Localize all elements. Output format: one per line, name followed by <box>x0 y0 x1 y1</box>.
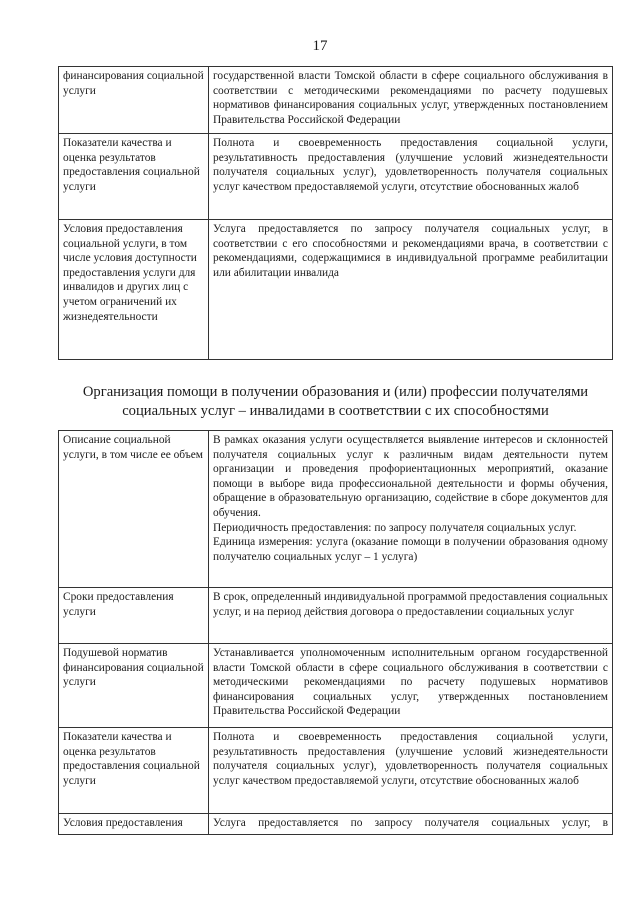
row-value <box>209 728 613 814</box>
row-paragraph: Полнота и своевременность предоставления социальной услуги, результативность предоставления (улучшение условий жизнедеятельности получателя социальных услуг), удовлетворенность получателя социальных услуг качеством предоставляемой услуги, отсутствие обоснованных жалоб <box>213 137 608 193</box>
row-label: Показатели качества и оценка результатов предоставления социальной услуги <box>59 134 209 220</box>
row-paragraph: В рамках оказания услуги осуществляется выявление интересов и склонностей получателя социальных услуг к различным видам деятельности путем организации и проведения профориентационных мероприятий, оказание помощи в выборе вида профессиональной деятельности и формы обучения, обращение в образовательную организацию, содействие в сборе документов для обучения. <box>213 434 608 519</box>
row-value <box>209 431 613 588</box>
row-value <box>209 134 613 220</box>
table-row <box>59 431 613 588</box>
table-row <box>59 588 613 644</box>
table-row <box>59 814 613 835</box>
table-row <box>59 644 613 728</box>
row-label: финансирования социальной услуги <box>59 67 209 134</box>
table-row <box>59 67 613 134</box>
row-value <box>209 220 613 360</box>
row-paragraph: Услуга предоставляется по запросу получателя социальных услуг, в соответствии с его способностями и рекомендациями врача, в соответствии с рекомендациями, содержащимися в индивидуальной программе реабилитации или абилитации инвалида <box>213 223 608 279</box>
row-label: Сроки предоставления услуги <box>59 588 209 644</box>
service-table <box>58 430 613 835</box>
row-label: Условия предоставления <box>59 814 209 835</box>
table-row <box>59 134 613 220</box>
row-label: Условия предоставления социальной услуги, в том числе условия доступности предоставления услуги для инвалидов и других лиц с учетом ограничений их жизнедеятельности <box>59 220 209 360</box>
section-heading <box>58 383 613 420</box>
row-paragraph: Полнота и своевременность предоставления социальной услуги, результативность предоставления (улучшение условий жизнедеятельности получателя социальных услуг), удовлетворенность получателя социальных услуг качеством предоставляемой услуги, отсутствие обоснованных жалоб <box>213 731 608 787</box>
service-table-continued <box>58 66 613 360</box>
row-value <box>209 814 613 835</box>
section-heading-line-1: Организация помощи в получении образования и (или) профессии получателями <box>82 384 589 400</box>
table-row <box>59 728 613 814</box>
page-number: 17 <box>312 38 328 54</box>
row-paragraph: Периодичность предоставления: по запросу получателя социальных услуг. <box>213 521 577 534</box>
table-row <box>59 220 613 360</box>
row-paragraph: Услуга предоставляется по запросу получателя социальных услуг, в <box>213 817 608 829</box>
section-heading-line-2: социальных услуг – инвалидами в соответствии с их способностями <box>122 402 549 419</box>
row-paragraph: В срок, определенный индивидуальной программой предоставления социальных услуг, и на период действия договора о предоставлении социальных услуг <box>213 591 608 618</box>
row-paragraph: Устанавливается уполномоченным исполнительным органом государственной власти Томской области в сфере социального обслуживания в соответствии с методическими рекомендациями по расчету подушевых нормативов финансирования социальных услуг, утвержденных постановлением Правительства Российской Федерации <box>213 647 608 718</box>
row-paragraph: государственной власти Томской области в сфере социального обслуживания в соответствии с методическими рекомендациями по расчету подушевых нормативов финансирования социальных услуг, утвержденных постановлением Правительства Российской Федерации <box>213 70 608 126</box>
row-label: Показатели качества и оценка результатов предоставления социальной услуги <box>59 728 209 814</box>
row-value <box>209 67 613 134</box>
row-paragraph: Единица измерения: услуга (оказание помощи в получении образования одному получателю социальных услуг – 1 услуга) <box>213 536 608 563</box>
row-label: Описание социальной услуги, в том числе ее объем <box>59 431 209 588</box>
row-value <box>209 588 613 644</box>
row-value <box>209 644 613 728</box>
row-label: Подушевой норматив финансирования социальной услуги <box>59 644 209 728</box>
